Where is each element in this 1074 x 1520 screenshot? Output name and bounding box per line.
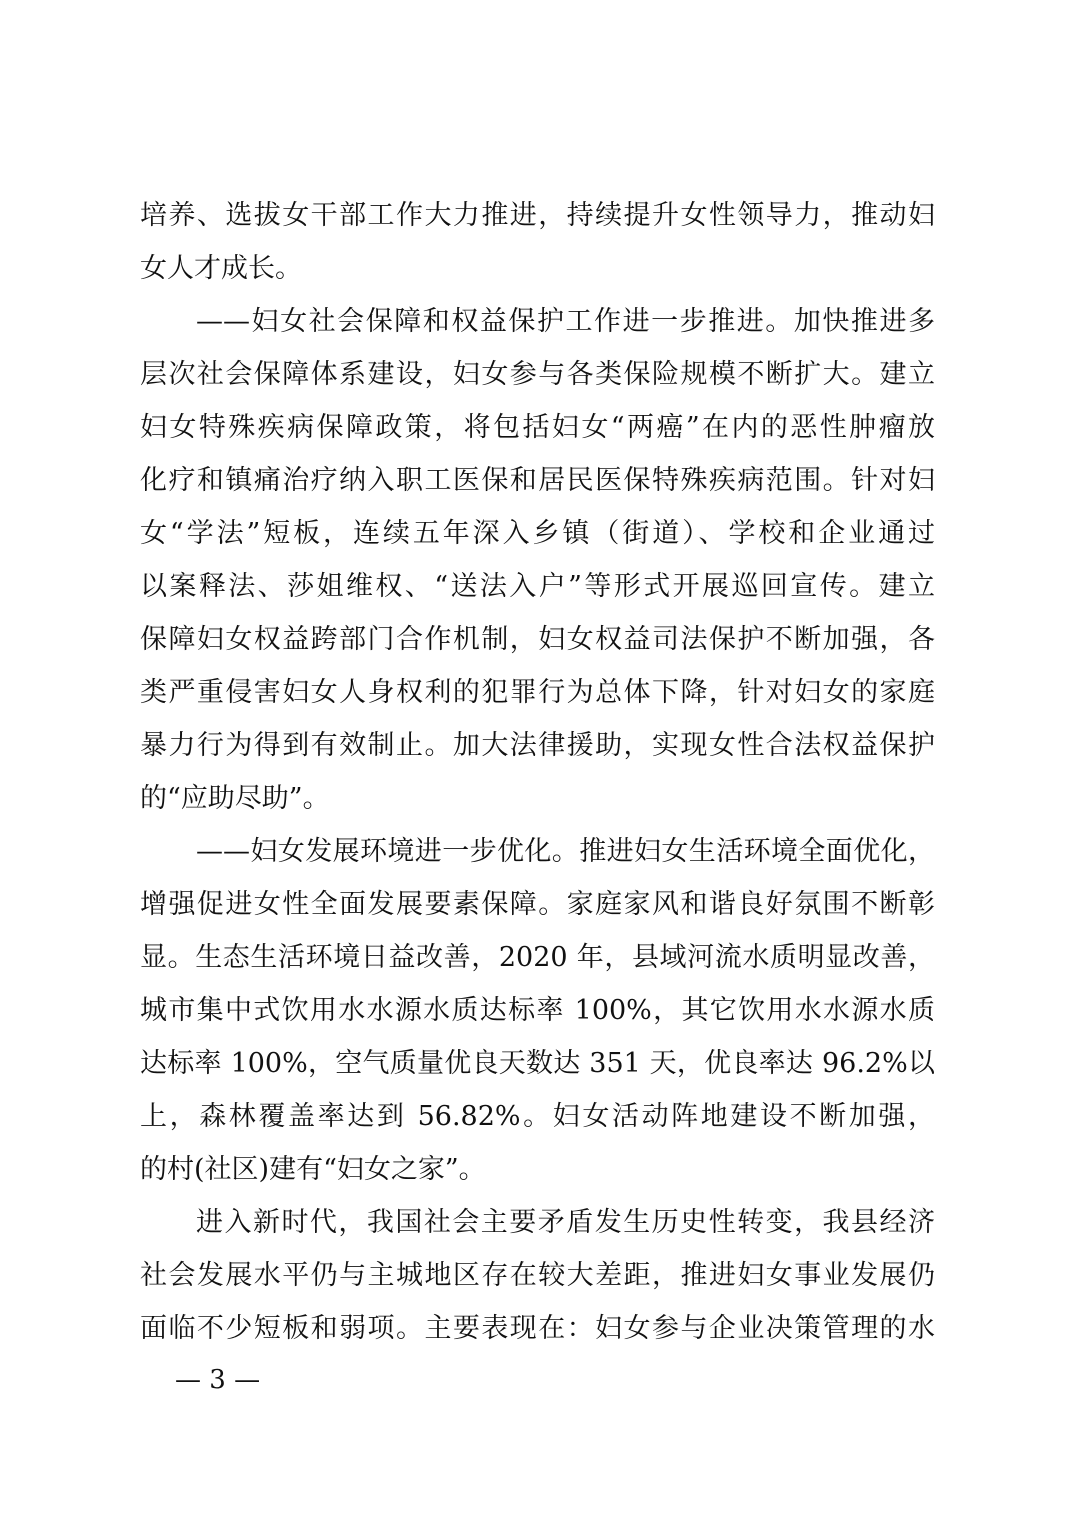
text-line: 的村(社区)建有“妇女之家”。: [140, 1154, 486, 1185]
text-line: 妇女特殊疾病保障政策，将包括妇女“两癌”在内的恶性肿瘤放: [140, 412, 935, 443]
text-line: 达标率 100%，空气质量优良天数达 351 天，优良率达 96.2%以: [140, 1048, 935, 1079]
text-line: 的“应助尽助”。: [140, 783, 330, 814]
text-line: 暴力行为得到有效制止。加大法律援助，实现女性合法权益保护: [140, 730, 935, 761]
text-line: 保障妇女权益跨部门合作机制，妇女权益司法保护不断加强，各: [140, 624, 935, 655]
text-line: 增强促进女性全面发展要素保障。家庭家风和谐良好氛围不断彰: [140, 889, 935, 920]
text-line: 以案释法、莎姐维权、“送法入户”等形式开展巡回宣传。建立: [140, 571, 935, 602]
text-line: 面临不少短板和弱项。主要表现在：妇女参与企业决策管理的水: [140, 1313, 935, 1344]
text-line: 层次社会保障体系建设，妇女参与各类保险规模不断扩大。建立: [140, 359, 935, 390]
text-line: ——妇女社会保障和权益保护工作进一步推进。加快推进多: [196, 306, 935, 337]
text-line: 上，森林覆盖率达到 56.82%。妇女活动阵地建设不断加强，: [140, 1101, 935, 1132]
text-line: 女“学法”短板，连续五年深入乡镇（街道）、学校和企业通过: [140, 518, 935, 549]
text-line: 女人才成长。: [140, 253, 302, 284]
text-line: 化疗和镇痛治疗纳入职工医保和居民医保特殊疾病范围。针对妇: [140, 465, 935, 496]
page-number: — 3 —: [175, 1365, 261, 1395]
body-text: [140, 189, 935, 1355]
text-line: 社会发展水平仍与主城地区存在较大差距，推进妇女事业发展仍: [140, 1260, 935, 1291]
text-line: 进入新时代，我国社会主要矛盾发生历史性转变，我县经济: [196, 1207, 935, 1238]
text-line: ——妇女发展环境进一步优化。推进妇女生活环境全面优化，: [196, 836, 935, 867]
text-line: 城市集中式饮用水水源水质达标率 100%，其它饮用水水源水质: [140, 995, 935, 1026]
text-line: 类严重侵害妇女人身权利的犯罪行为总体下降，针对妇女的家庭: [140, 677, 935, 708]
text-line: 培养、选拔女干部工作大力推进，持续提升女性领导力，推动妇: [140, 200, 935, 231]
text-line: 显。生态生活环境日益改善，2020 年，县域河流水质明显改善，: [140, 942, 935, 973]
